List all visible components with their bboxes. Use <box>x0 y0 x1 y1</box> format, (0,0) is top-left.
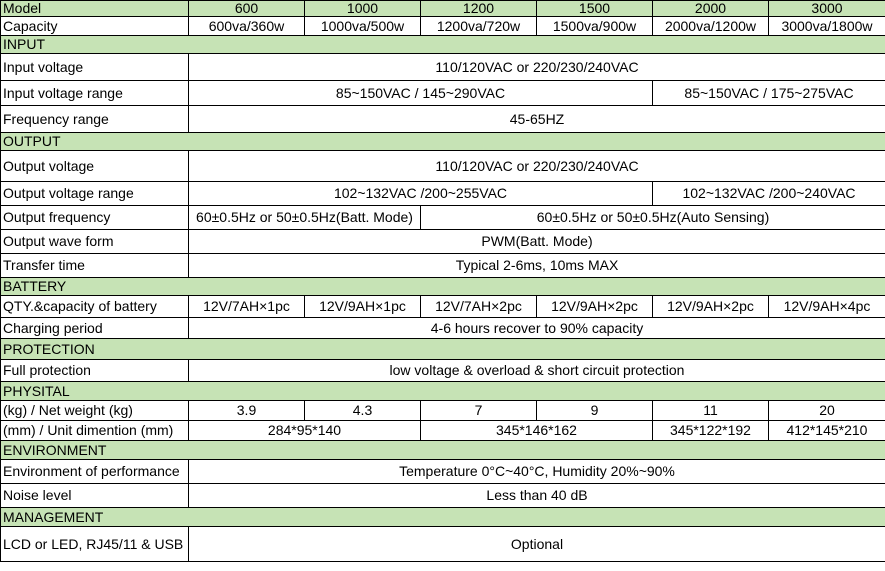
weight-value: 11 <box>653 401 769 421</box>
section-environment <box>1 441 885 460</box>
row-value: 45-65HZ <box>189 106 885 133</box>
row-label: Frequency range <box>1 106 189 133</box>
row-label: Environment of performance <box>1 460 189 484</box>
model-1200: 1200 <box>421 1 537 17</box>
input-voltage-row <box>1 54 885 81</box>
row-value: 60±0.5Hz or 50±0.5Hz(Auto Sensing) <box>421 206 885 230</box>
capacity-label: Capacity <box>1 17 189 36</box>
section-title: INPUT <box>1 36 885 54</box>
section-title: PHYSITAL <box>1 382 885 401</box>
row-label: Output voltage <box>1 151 189 182</box>
model-3000: 3000 <box>769 1 885 17</box>
model-600: 600 <box>189 1 305 17</box>
weight-value: 20 <box>769 401 885 421</box>
row-value: Typical 2-6ms, 10ms MAX <box>189 254 885 278</box>
section-title: PROTECTION <box>1 339 885 360</box>
row-label: Full protection <box>1 360 189 382</box>
charging-period-row <box>1 318 885 339</box>
section-input <box>1 36 885 54</box>
section-title: BATTERY <box>1 278 885 296</box>
row-label: Input voltage <box>1 54 189 81</box>
row-value: 85~150VAC / 175~275VAC <box>653 81 885 106</box>
capacity-row <box>1 17 885 36</box>
row-value: 85~150VAC / 145~290VAC <box>189 81 653 106</box>
model-1500: 1500 <box>537 1 653 17</box>
unit-dimension-row <box>1 421 885 441</box>
row-label: LCD or LED, RJ45/11 & USB <box>1 527 189 562</box>
row-value: Temperature 0°C~40°C, Humidity 20%~90% <box>189 460 885 484</box>
row-label: (kg) / Net weight (kg) <box>1 401 189 421</box>
frequency-range-row <box>1 106 885 133</box>
row-value: 102~132VAC /200~240VAC <box>653 182 885 206</box>
battery-value: 12V/9AH×2pc <box>537 296 653 318</box>
transfer-time-row <box>1 254 885 278</box>
dimension-value: 345*146*162 <box>421 421 653 441</box>
output-wave-form-row <box>1 230 885 254</box>
weight-value: 7 <box>421 401 537 421</box>
model-2000: 2000 <box>653 1 769 17</box>
row-value: Less than 40 dB <box>189 484 885 508</box>
row-label: Output voltage range <box>1 182 189 206</box>
section-output <box>1 133 885 151</box>
input-voltage-range-row <box>1 81 885 106</box>
weight-value: 9 <box>537 401 653 421</box>
row-value: 60±0.5Hz or 50±0.5Hz(Batt. Mode) <box>189 206 421 230</box>
model-header-row <box>1 1 885 17</box>
weight-value: 3.9 <box>189 401 305 421</box>
capacity-value: 2000va/1200w <box>653 17 769 36</box>
environment-performance-row <box>1 460 885 484</box>
section-title: MANAGEMENT <box>1 508 885 527</box>
dimension-value: 284*95*140 <box>189 421 421 441</box>
row-label: QTY.&capacity of battery <box>1 296 189 318</box>
row-label: Noise level <box>1 484 189 508</box>
capacity-value: 1200va/720w <box>421 17 537 36</box>
row-label: Input voltage range <box>1 81 189 106</box>
row-value: low voltage & overload & short circuit protection <box>189 360 885 382</box>
row-label: (mm) / Unit dimention (mm) <box>1 421 189 441</box>
row-label: Output wave form <box>1 230 189 254</box>
battery-value: 12V/9AH×4pc <box>769 296 885 318</box>
battery-value: 12V/9AH×1pc <box>305 296 421 318</box>
capacity-value: 600va/360w <box>189 17 305 36</box>
section-battery <box>1 278 885 296</box>
row-value: 110/120VAC or 220/230/240VAC <box>189 151 885 182</box>
row-value: 102~132VAC /200~255VAC <box>189 182 653 206</box>
management-interface-row <box>1 527 885 562</box>
section-title: OUTPUT <box>1 133 885 151</box>
row-label: Transfer time <box>1 254 189 278</box>
row-value: Optional <box>189 527 885 562</box>
capacity-value: 1000va/500w <box>305 17 421 36</box>
capacity-value: 3000va/1800w <box>769 17 885 36</box>
section-protection <box>1 339 885 360</box>
dimension-value: 345*122*192 <box>653 421 769 441</box>
model-1000: 1000 <box>305 1 421 17</box>
battery-value: 12V/7AH×2pc <box>421 296 537 318</box>
capacity-value: 1500va/900w <box>537 17 653 36</box>
net-weight-row <box>1 401 885 421</box>
row-value: 110/120VAC or 220/230/240VAC <box>189 54 885 81</box>
output-voltage-row <box>1 151 885 182</box>
noise-level-row <box>1 484 885 508</box>
dimension-value: 412*145*210 <box>769 421 885 441</box>
output-voltage-range-row <box>1 182 885 206</box>
weight-value: 4.3 <box>305 401 421 421</box>
section-title: ENVIRONMENT <box>1 441 885 460</box>
full-protection-row <box>1 360 885 382</box>
section-physical <box>1 382 885 401</box>
model-label: Model <box>1 1 189 17</box>
battery-value: 12V/9AH×2pc <box>653 296 769 318</box>
row-value: PWM(Batt. Mode) <box>189 230 885 254</box>
row-label: Output frequency <box>1 206 189 230</box>
output-frequency-row <box>1 206 885 230</box>
battery-qty-row <box>1 296 885 318</box>
row-label: Charging period <box>1 318 189 339</box>
battery-value: 12V/7AH×1pc <box>189 296 305 318</box>
row-value: 4-6 hours recover to 90% capacity <box>189 318 885 339</box>
section-management <box>1 508 885 527</box>
